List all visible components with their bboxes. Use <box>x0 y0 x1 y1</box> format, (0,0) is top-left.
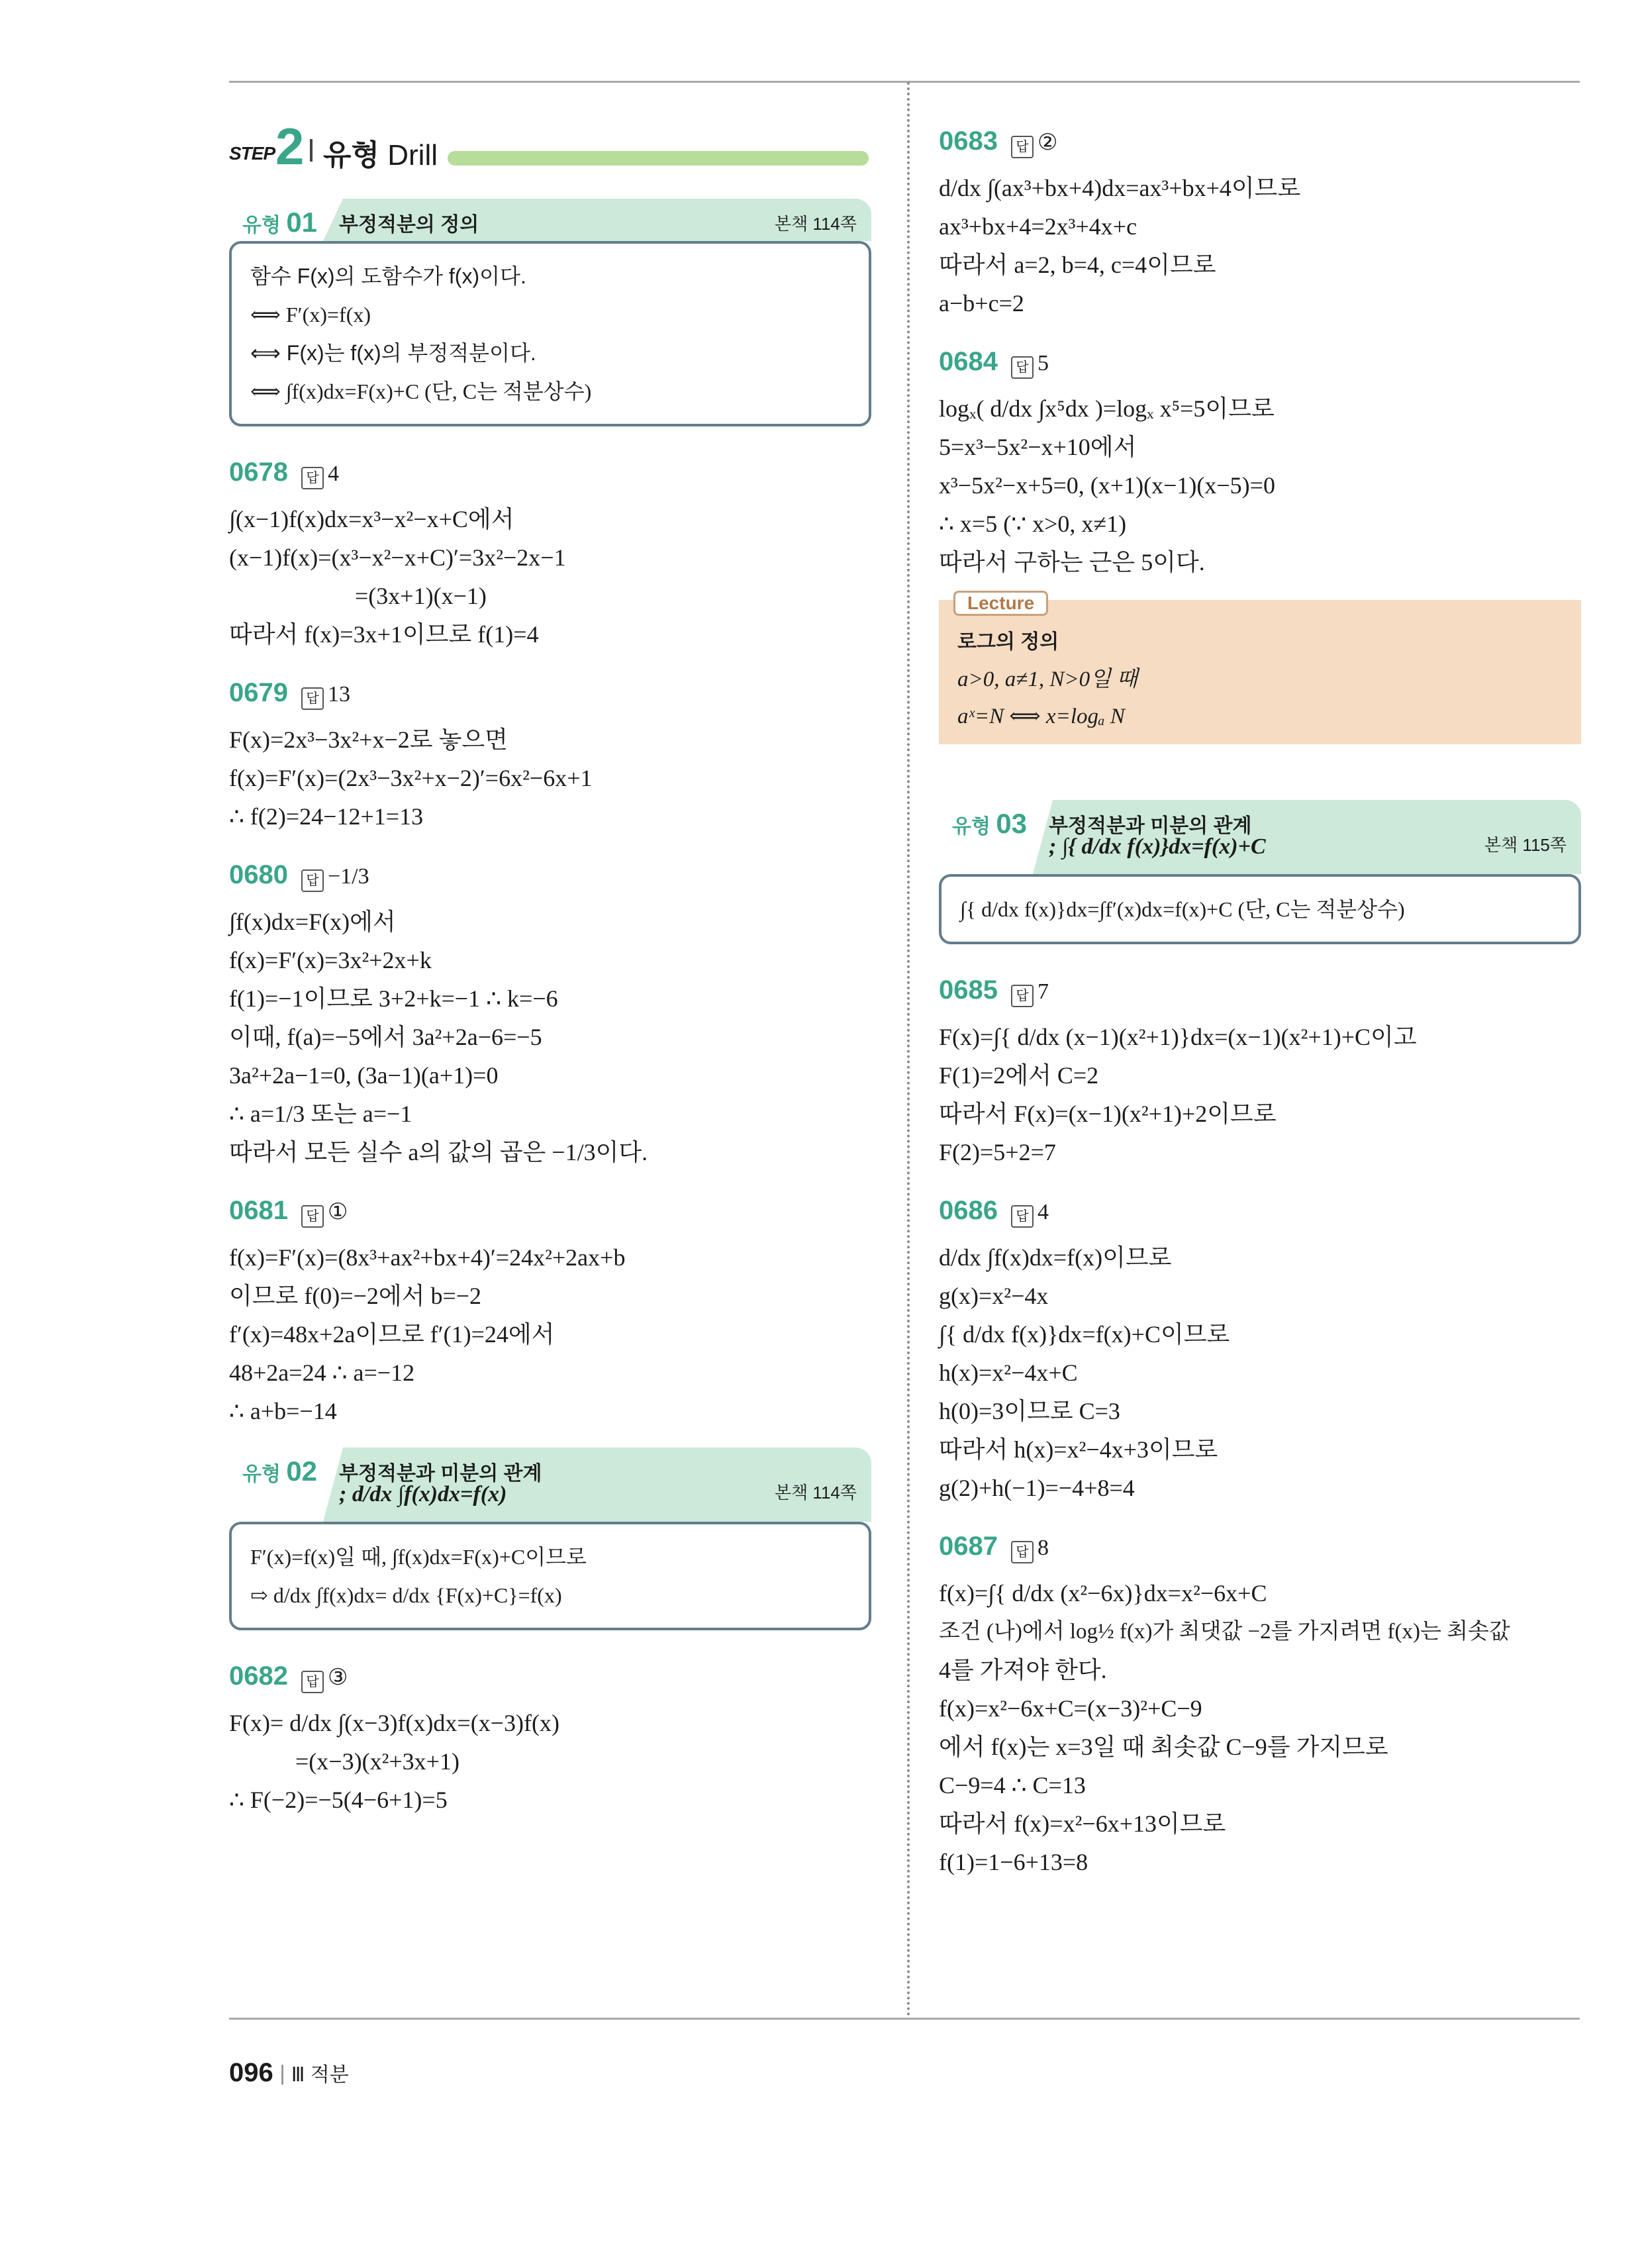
answer-badge: 답 <box>1011 1541 1034 1563</box>
lecture-line: a>0, a≠1, N>0일 때 <box>957 667 1138 691</box>
section-name: Ⅲ 적분 <box>291 2064 349 2086</box>
type-03-box <box>939 800 1581 944</box>
problem-0681 <box>229 1189 871 1430</box>
problem-number: 0682 <box>229 1661 288 1691</box>
solution-line: 따라서 h(x)=x²−4x+3이므로 <box>939 1436 1218 1463</box>
type-formula: ; d/dx ∫f(x)dx=f(x) <box>339 1482 507 1506</box>
type-01-box <box>229 199 871 426</box>
problem-number: 0685 <box>939 975 998 1005</box>
problem-0679 <box>229 671 871 836</box>
solution-line: 따라서 a=2, b=4, c=4이므로 <box>939 252 1216 278</box>
solution-line: ∫{ d/dx f(x)}dx=f(x)+C이므로 <box>939 1321 1230 1348</box>
type-formula: ; ∫{ d/dx f(x)}dx=f(x)+C <box>1049 834 1266 859</box>
left-column <box>229 119 871 1836</box>
problem-0678 <box>229 450 871 654</box>
type-01-header <box>229 199 871 241</box>
solution-line: =(x−3)(x²+3x+1) <box>295 1748 459 1775</box>
page-number: 096 <box>229 2058 273 2087</box>
solution-line: f(x)=F′(x)=(8x³+ax²+bx+4)′=24x²+2ax+b <box>229 1244 626 1271</box>
answer-value: 5 <box>1037 351 1049 375</box>
right-column <box>939 119 1581 1898</box>
solution-line: x³−5x²−x+5=0, (x+1)(x−1)(x−5)=0 <box>939 472 1275 499</box>
lecture-tag: Lecture <box>953 591 1048 616</box>
problem-number: 0683 <box>939 126 998 156</box>
step-header <box>229 117 871 175</box>
lecture-line: aˣ=N ⟺ x=logₐ N <box>957 705 1125 728</box>
problem-0684 <box>939 340 1581 581</box>
box-line: ⇨ d/dx ∫f(x)dx= d/dx {F(x)+C}=f(x) <box>250 1583 562 1607</box>
answer-badge: 답 <box>1011 136 1034 158</box>
box-line: ⟺ F′(x)=f(x) <box>250 303 371 326</box>
step-title: 유형 Drill <box>323 139 438 172</box>
problem-0683 <box>939 119 1581 322</box>
solution-line: (x−1)f(x)=(x³−x²−x+C)′=3x²−2x−1 <box>229 544 566 571</box>
step-decoration-bar <box>448 151 869 166</box>
solution-line: f(x)=∫{ d/dx (x²−6x)}dx=x²−6x+C <box>939 1580 1267 1606</box>
solution-line: f(1)=1−6+13=8 <box>939 1849 1088 1875</box>
answer-badge: 답 <box>301 1205 324 1228</box>
answer-value: ② <box>1037 130 1058 155</box>
solution-line: ax³+bx+4=2x³+4x+c <box>939 213 1137 240</box>
solution-line: ∴ x=5 (∵ x>0, x≠1) <box>939 511 1127 537</box>
answer-badge: 답 <box>301 1671 324 1693</box>
answer-badge: 답 <box>1011 1205 1034 1228</box>
type-page-ref: 본책 114쪽 <box>774 1483 857 1503</box>
type-title: 부정적분과 미분의 관계 <box>339 1463 542 1485</box>
solution-line: d/dx ∫f(x)dx=f(x)이므로 <box>939 1244 1172 1271</box>
solution-line: 48+2a=24 ∴ a=−12 <box>229 1359 415 1386</box>
solution-line: F(x)=∫{ d/dx (x−1)(x²+1)}dx=(x−1)(x²+1)+C이고 <box>939 1024 1417 1050</box>
solution-line: 따라서 F(x)=(x−1)(x²+1)+2이므로 <box>939 1101 1277 1127</box>
solution-line: f(x)=F′(x)=(2x³−3x²+x−2)′=6x²−6x+1 <box>229 765 593 791</box>
solution-line: 따라서 모든 실수 a의 값의 곱은 −1/3이다. <box>229 1139 648 1165</box>
type-page-ref: 본책 115쪽 <box>1484 835 1567 855</box>
answer-value: 7 <box>1037 979 1049 1004</box>
solution-line: 이때, f(a)=−5에서 3a²+2a−6=−5 <box>229 1024 542 1050</box>
box-line: ⟺ ∫f(x)dx=F(x)+C (단, C는 적분상수) <box>250 379 592 403</box>
lecture-title: 로그의 정의 <box>957 631 1059 653</box>
solution-line: h(x)=x²−4x+C <box>939 1359 1078 1386</box>
solution-line: F(2)=5+2=7 <box>939 1139 1056 1165</box>
solution-line: =(3x+1)(x−1) <box>355 583 487 609</box>
problem-number: 0679 <box>229 678 288 707</box>
type-02-box <box>229 1448 871 1630</box>
answer-badge: 답 <box>1011 985 1034 1007</box>
answer-value: 4 <box>1037 1200 1049 1224</box>
solution-line: 따라서 f(x)=x²−6x+13이므로 <box>939 1810 1226 1837</box>
solution-line: 4를 가져야 한다. <box>939 1657 1107 1683</box>
problem-0687 <box>939 1524 1581 1881</box>
solution-line: f(x)=x²−6x+C=(x−3)²+C−9 <box>939 1695 1202 1722</box>
solution-line: 이므로 f(0)=−2에서 b=−2 <box>229 1283 482 1309</box>
solution-line: F(x)= d/dx ∫(x−3)f(x)dx=(x−3)f(x) <box>229 1710 559 1736</box>
solution-line: ∴ F(−2)=−5(4−6+1)=5 <box>229 1787 448 1813</box>
solution-line: ∫f(x)dx=F(x)에서 <box>229 909 396 935</box>
box-line: 함수 F(x)의 도함수가 f(x)이다. <box>250 264 526 288</box>
problem-number: 0687 <box>939 1532 998 1561</box>
problem-0686 <box>939 1189 1581 1507</box>
type-03-body <box>939 874 1581 944</box>
solution-line: 따라서 구하는 근은 5이다. <box>939 549 1205 575</box>
type-03-header <box>939 800 1581 874</box>
box-line: F′(x)=f(x)일 때, ∫f(x)dx=F(x)+C이므로 <box>250 1545 587 1569</box>
solution-line: ∴ a=1/3 또는 a=−1 <box>229 1101 412 1127</box>
answer-value: ① <box>327 1200 348 1224</box>
type-label: 유형 03 <box>952 808 1028 839</box>
answer-badge: 답 <box>1011 356 1034 379</box>
solution-line: ∴ f(2)=24−12+1=13 <box>229 803 424 830</box>
problem-number: 0681 <box>229 1196 288 1225</box>
step-separator <box>310 139 313 162</box>
type-label: 유형 02 <box>242 1455 318 1487</box>
answer-badge: 답 <box>301 467 324 489</box>
solution-line: ∴ a+b=−14 <box>229 1398 337 1424</box>
problem-0682 <box>229 1654 871 1819</box>
column-divider <box>907 82 910 2018</box>
solution-line: d/dx ∫(ax³+bx+4)dx=ax³+bx+4이므로 <box>939 175 1301 201</box>
problem-0680 <box>229 853 871 1171</box>
problem-number: 0678 <box>229 458 288 487</box>
top-rule <box>229 81 1580 83</box>
problem-number: 0684 <box>939 347 998 376</box>
solution-line: ∫(x−1)f(x)dx=x³−x²−x+C에서 <box>229 506 514 532</box>
solution-line: g(2)+h(−1)=−4+8=4 <box>939 1475 1135 1501</box>
answer-value: 13 <box>327 682 350 707</box>
solution-line: g(x)=x²−4x <box>939 1283 1049 1309</box>
solution-line: 3a²+2a−1=0, (3a−1)(a+1)=0 <box>229 1062 499 1089</box>
page-footer <box>229 2058 349 2088</box>
answer-badge: 답 <box>301 869 324 892</box>
type-02-body <box>229 1522 871 1630</box>
type-title: 부정적분과 미분의 관계 <box>1049 815 1252 837</box>
solution-line: 5=x³−5x²−x+10에서 <box>939 434 1137 460</box>
problem-0685 <box>939 968 1581 1171</box>
answer-value: −1/3 <box>327 864 369 889</box>
answer-value: ③ <box>327 1665 348 1690</box>
bottom-rule <box>229 2018 1580 2020</box>
box-line: ∫{ d/dx f(x)}dx=∫f′(x)dx=f(x)+C (단, C는 적분상수) <box>960 897 1405 921</box>
type-page-ref: 본책 114쪽 <box>774 214 857 234</box>
lecture-box <box>939 593 1581 744</box>
type-02-header <box>229 1448 871 1522</box>
solution-line: F(1)=2에서 C=2 <box>939 1062 1099 1089</box>
solution-line: h(0)=3이므로 C=3 <box>939 1398 1120 1424</box>
step-word: STEP <box>229 143 275 164</box>
answer-badge: 답 <box>301 687 324 710</box>
solution-line: f′(x)=48x+2a이므로 f′(1)=24에서 <box>229 1321 555 1348</box>
step-number: 2 <box>275 117 305 175</box>
problem-number: 0686 <box>939 1196 998 1225</box>
solution-line: F(x)=2x³−3x²+x−2로 놓으면 <box>229 726 508 753</box>
solution-line: f(x)=F′(x)=3x²+2x+k <box>229 947 432 973</box>
type-01-body <box>229 241 871 426</box>
solution-line: 에서 f(x)는 x=3일 때 최솟값 C−9를 가지므로 <box>939 1734 1388 1760</box>
solution-line: f(1)=−1이므로 3+2+k=−1 ∴ k=−6 <box>229 985 558 1012</box>
solution-line: logₓ( d/dx ∫x⁵dx )=logₓ x⁵=5이므로 <box>939 395 1275 422</box>
box-line: ⟺ F(x)는 f(x)의 부정적분이다. <box>250 341 536 365</box>
solution-line: 따라서 f(x)=3x+1이므로 f(1)=4 <box>229 621 539 648</box>
problem-number: 0680 <box>229 860 288 889</box>
solution-line: 조건 (나)에서 log½ f(x)가 최댓값 −2를 가지려면 f(x)는 최솟값 <box>939 1620 1510 1644</box>
type-label: 유형 01 <box>242 207 318 238</box>
solution-line: a−b+c=2 <box>939 290 1024 317</box>
answer-value: 4 <box>327 462 339 486</box>
type-title: 부정적분의 정의 <box>339 214 479 236</box>
answer-value: 8 <box>1037 1536 1049 1560</box>
solution-line: C−9=4 ∴ C=13 <box>939 1772 1086 1799</box>
footer-separator <box>281 2065 283 2085</box>
